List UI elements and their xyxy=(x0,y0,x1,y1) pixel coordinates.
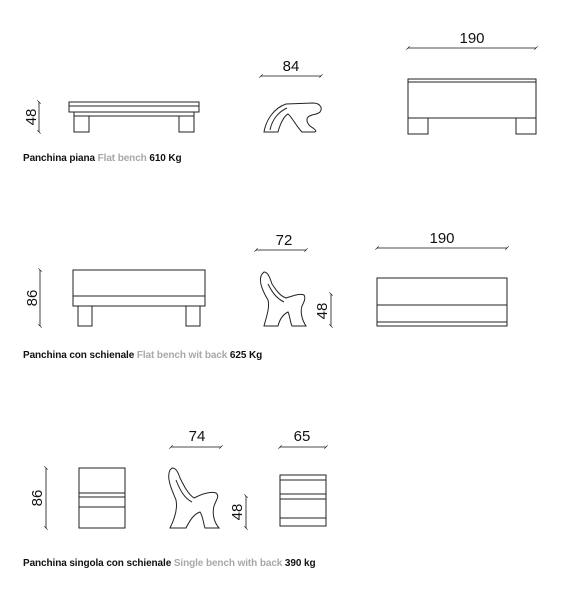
caption-italian: Panchina piana xyxy=(23,153,95,164)
dimension-length-190 xyxy=(377,230,507,248)
dimension-label: 48 xyxy=(314,302,331,320)
bench-with-back-long-elevation xyxy=(377,278,507,326)
dimension-label: 48 xyxy=(229,503,246,521)
caption-weight: 610 Kg xyxy=(149,153,182,164)
dimension-length-190 xyxy=(408,30,536,48)
dimension-label: 74 xyxy=(188,428,206,445)
single-bench-side-profile xyxy=(169,468,219,528)
dimension-depth-74 xyxy=(171,428,221,447)
dimension-label: 190 xyxy=(429,230,455,247)
caption-weight: 625 Kg xyxy=(229,350,263,361)
dimension-label: 86 xyxy=(29,489,46,507)
dimension-label: 65 xyxy=(293,428,311,445)
caption-italian: Panchina singola con schienale xyxy=(23,558,172,569)
dimension-label: 84 xyxy=(282,58,300,75)
bench-with-back-side-profile xyxy=(260,272,306,326)
dimension-depth-72 xyxy=(256,232,306,250)
dimension-width-65 xyxy=(280,428,326,447)
dimension-side-height-48 xyxy=(314,294,331,326)
caption-weight: 390 kg xyxy=(282,558,316,569)
dimension-height-48 xyxy=(23,102,40,132)
dimension-height-86 xyxy=(24,270,41,326)
caption-italian: Panchina con schienale xyxy=(23,350,135,361)
flat-bench-long-elevation xyxy=(408,79,536,134)
dimension-label: 190 xyxy=(459,30,485,47)
single-bench-caption xyxy=(23,558,315,569)
flat-bench-front-view xyxy=(69,102,199,132)
caption-english: Flat bench wit back xyxy=(136,350,228,361)
dimension-depth-84 xyxy=(261,58,321,76)
dimension-height-86 xyxy=(29,468,46,528)
bench-with-back-front-view xyxy=(73,270,205,326)
dimension-label: 86 xyxy=(24,289,41,307)
dimension-label: 48 xyxy=(23,108,40,126)
single-bench-front-view xyxy=(79,468,125,528)
caption-english: Single bench with back xyxy=(173,558,283,569)
dimension-side-height-48 xyxy=(229,496,246,528)
flat-bench-caption xyxy=(23,153,182,164)
flat-bench-side-profile xyxy=(264,103,321,132)
dimension-label: 72 xyxy=(275,232,293,249)
single-bench-side-elevation xyxy=(280,475,326,526)
bench-with-back-caption xyxy=(23,350,262,361)
caption-english: Flat bench xyxy=(97,153,147,164)
